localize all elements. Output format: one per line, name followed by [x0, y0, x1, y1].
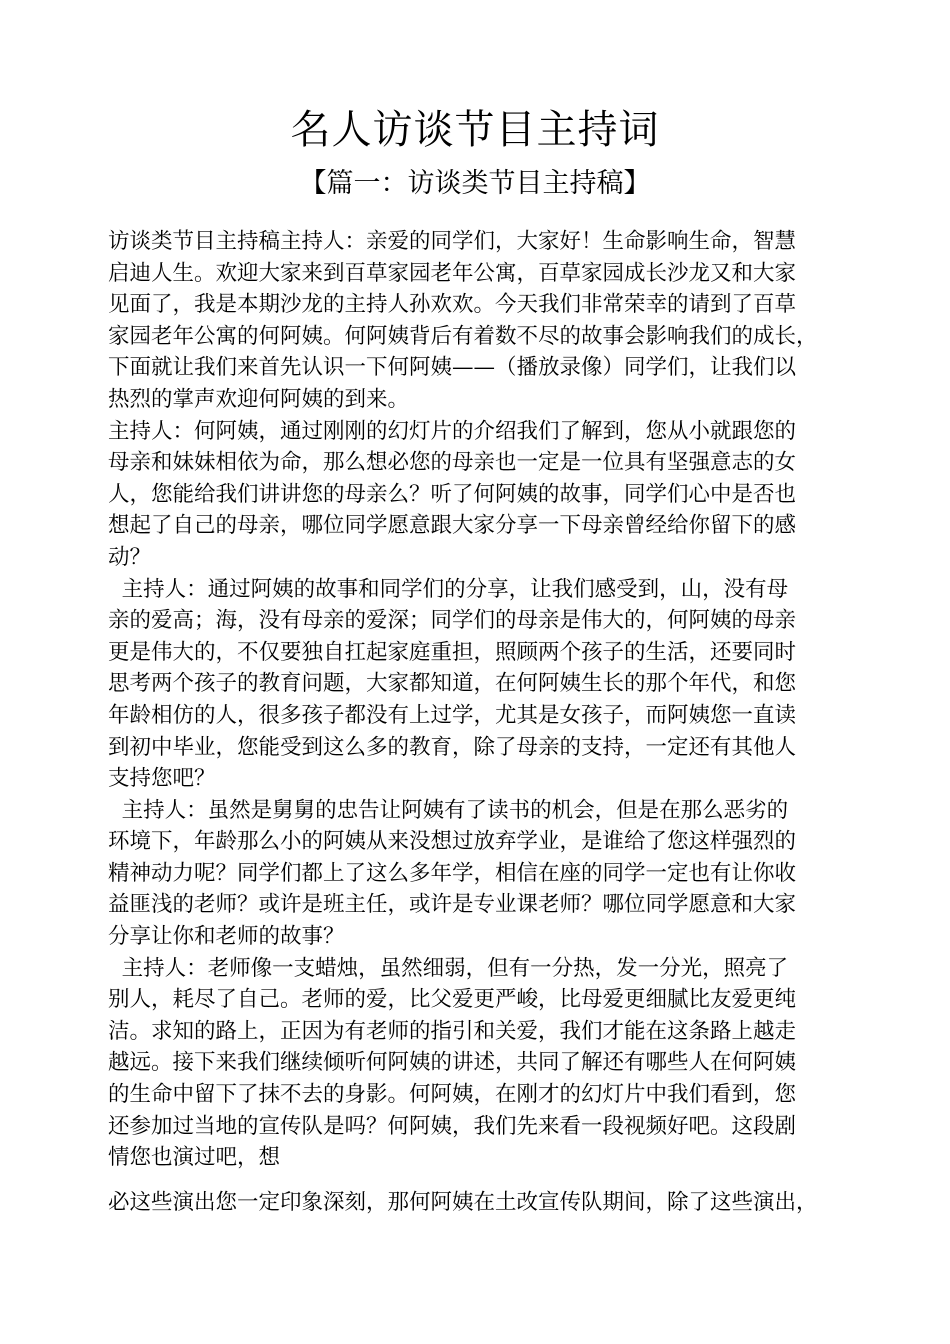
text-line: 年龄相仿的人，很多孩子都没有上过学，尤其是女孩子，而阿姨您一直读	[108, 702, 797, 728]
text-line: 分享让你和老师的故事？	[108, 924, 345, 950]
text-line: 见面了，我是本期沙龙的主持人孙欢欢。今天我们非常荣幸的请到了百草	[108, 292, 797, 318]
text-line: 益匪浅的老师？或许是班主任，或许是专业课老师？哪位同学愿意和大家	[108, 892, 797, 918]
text-line: 主持人：何阿姨，通过刚刚的幻灯片的介绍我们了解到，您从小就跟您的	[108, 418, 797, 444]
text-line: 还参加过当地的宣传队是吗？何阿姨，我们先来看一段视频好吧。这段剧	[108, 1113, 797, 1139]
text-line: 的生命中留下了抹不去的身影。何阿姨，在刚才的幻灯片中我们看到，您	[108, 1082, 797, 1108]
text-line: 想起了自己的母亲，哪位同学愿意跟大家分享一下母亲曾经给你留下的感	[108, 513, 797, 539]
document-subtitle: 【篇一：访谈类节目主持稿】	[299, 168, 651, 199]
text-line: 情您也演过吧，想	[108, 1145, 281, 1171]
page-break-gap	[108, 1174, 860, 1187]
text-line: 精神动力呢？同学们都上了这么多年学，相信在座的同学一定也有让你收	[108, 860, 797, 886]
text-line: 支持您吧？	[108, 766, 216, 792]
text-line: 洁。求知的路上，正因为有老师的指引和关爱，我们才能在这条路上越走	[108, 1018, 797, 1044]
document-body	[108, 226, 860, 1218]
text-line: 别人，耗尽了自己。老师的爱，比父爱更严峻，比母爱更细腻比友爱更纯	[108, 987, 797, 1013]
text-line: 下面就让我们来首先认识一下何阿姨——（播放录像）同学们，让我们以	[108, 355, 797, 381]
text-line: 越远。接下来我们继续倾听何阿姨的讲述，共同了解还有哪些人在何阿姨	[108, 1050, 797, 1076]
text-line: 动？	[108, 544, 152, 570]
text-line: 家园老年公寓的何阿姨。何阿姨背后有着数不尽的故事会影响我们的成长，	[108, 323, 818, 349]
text-line: 到初中毕业，您能受到这么多的教育，除了母亲的支持，一定还有其他人	[108, 734, 797, 760]
text-line: 主持人：通过阿姨的故事和同学们的分享，让我们感受到，山，没有母	[108, 576, 789, 602]
body-paragraph	[108, 953, 860, 1174]
text-line: 亲的爱高；海，没有母亲的爱深；同学们的母亲是伟大的，何阿姨的母亲	[108, 608, 797, 634]
text-line: 访谈类节目主持稿主持人：亲爱的同学们，大家好！生命影响生命，智慧	[108, 229, 797, 254]
body-paragraph	[108, 416, 860, 574]
text-line: 母亲和妹妹相依为命，那么想必您的母亲也一定是一位具有坚强意志的女	[108, 450, 797, 476]
body-paragraph	[108, 226, 860, 416]
body-paragraph	[108, 1187, 860, 1219]
body-paragraph	[108, 795, 860, 953]
text-line: 更是伟大的，不仅要独自扛起家庭重担，照顾两个孩子的生活，还要同时	[108, 639, 797, 665]
text-line: 思考两个孩子的教育问题，大家都知道，在何阿姨生长的那个年代，和您	[108, 671, 797, 697]
text-line: 主持人：老师像一支蜡烛，虽然细弱，但有一分热，发一分光，照亮了	[108, 955, 789, 981]
text-line: 人，您能给我们讲讲您的母亲么？听了何阿姨的故事，同学们心中是否也	[108, 481, 797, 507]
text-line: 主持人：虽然是舅舅的忠告让阿姨有了读书的机会，但是在那么恶劣的	[108, 797, 789, 823]
document-title: 名人访谈节目主持词	[290, 107, 660, 153]
body-paragraph	[108, 574, 860, 795]
text-line: 必这些演出您一定印象深刻，那何阿姨在土改宣传队期间，除了这些演出，	[108, 1189, 818, 1215]
text-line: 热烈的掌声欢迎何阿姨的到来。	[108, 386, 410, 412]
text-line: 环境下，年龄那么小的阿姨从来没想过放弃学业，是谁给了您这样强烈的	[108, 829, 797, 855]
text-line: 启迪人生。欢迎大家来到百草家园老年公寓，百草家园成长沙龙又和大家	[108, 260, 797, 286]
